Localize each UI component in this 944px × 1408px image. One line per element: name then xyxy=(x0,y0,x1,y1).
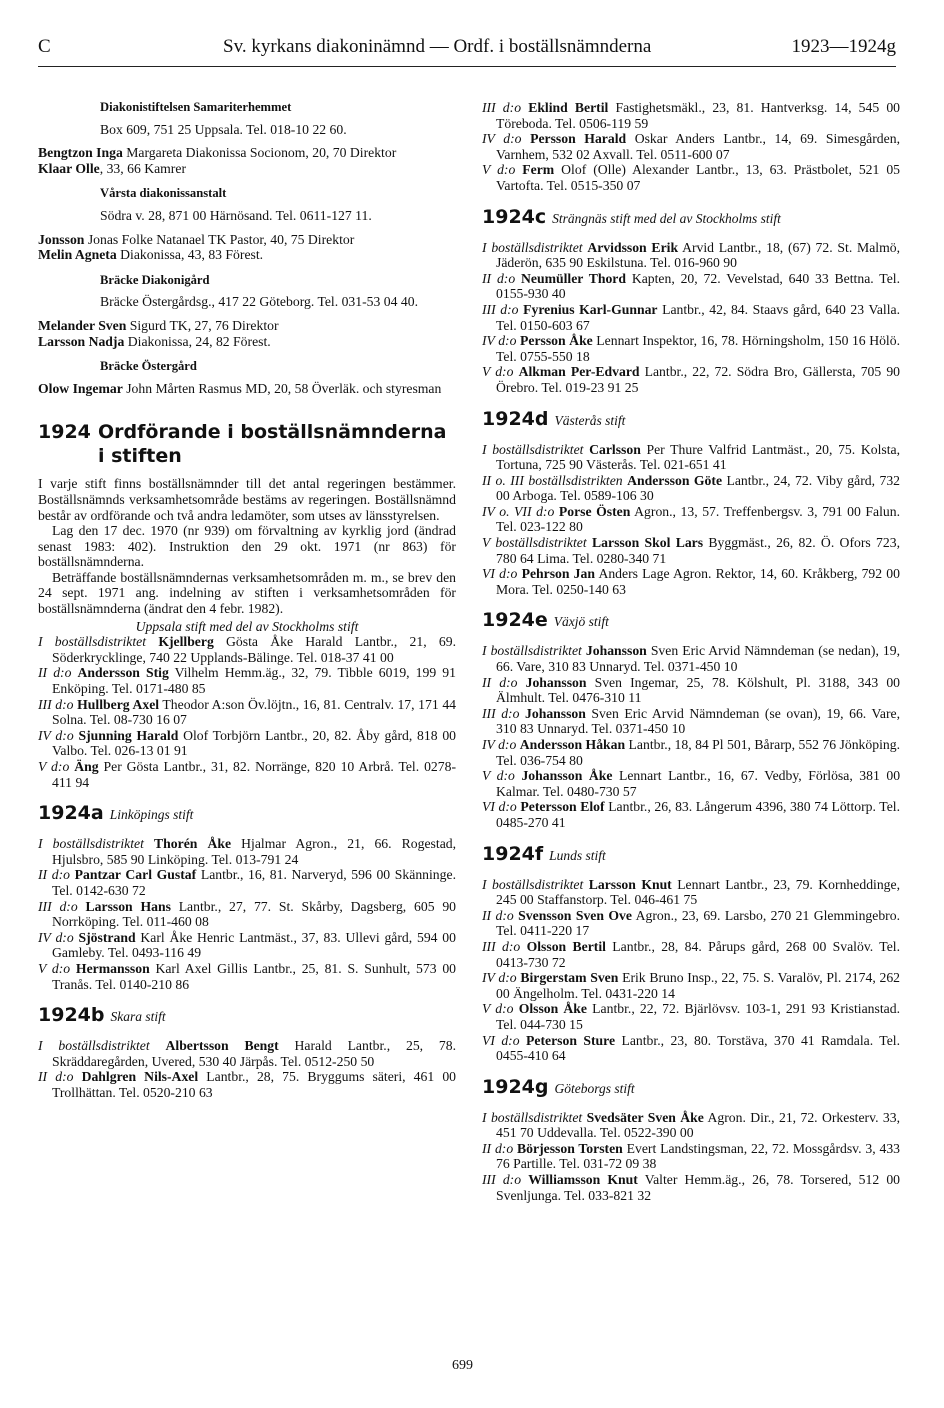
entry-details: Agron., 23, 69. Larsbo, 270 21 Glemmingebro. Tel. 0411-220 17 xyxy=(496,907,900,939)
diakoni-list xyxy=(38,100,456,396)
district-label: III d:o xyxy=(38,696,74,712)
stift-name: Göteborgs stift xyxy=(554,1080,635,1096)
entry-details: Lantbr., 22, 72. Södra Bro, Gällersta, 705 90 Örebro. Tel. 019-23 91 25 xyxy=(496,364,901,395)
running-header xyxy=(38,34,896,67)
directory-entry xyxy=(38,665,456,696)
institution-address: Södra v. 28, 871 00 Härnösand. Tel. 0611-127 11. xyxy=(100,207,372,223)
person-name: Jonsson xyxy=(38,231,85,247)
stift-name: Linköpings stift xyxy=(109,807,194,823)
section-code: 1924b xyxy=(38,1004,105,1027)
person-name: Dahlgren Nils-Axel xyxy=(81,1069,199,1085)
person-name: Larsson Skol Lars xyxy=(592,535,704,551)
person-name: Olsson Bertil xyxy=(526,938,606,954)
directory-entry xyxy=(482,706,900,737)
institution-address: Bräcke Östergårdsg., 417 22 Göteborg. Tel. 031-53 04 40. xyxy=(100,294,418,310)
person-name: Klaar Olle xyxy=(38,160,100,176)
directory-entry xyxy=(38,930,456,961)
district-label: IV d:o xyxy=(482,333,517,349)
district-label: V d:o xyxy=(38,759,70,774)
directory-entry xyxy=(38,759,456,790)
entry-details: Karl Axel Gillis Lantbr., 25, 81. S. Sunhult, 573 00 Tranås. Tel. 0140-210 86 xyxy=(52,960,457,992)
district-label: I boställsdistriktet xyxy=(482,876,584,892)
directory-entry xyxy=(482,504,900,535)
district-label: IV d:o xyxy=(482,737,517,752)
person-name: Johansson xyxy=(585,643,647,659)
entry-details: Erik Bruno Insp., 22, 75. S. Varalöv, Pl. 2174, 262 00 Ängelholm. Tel. 0431-220 14 xyxy=(496,970,901,1001)
entry-details: Lennart Lantbr., 23, 79. Kornheddinge, 245 00 Staffanstorp. Tel. 046-461 75 xyxy=(496,876,901,908)
entry-details: Kapten, 20, 72. Vevelstad, 640 33 Bettna. Tel. 0155-930 40 xyxy=(496,270,900,302)
entry-details: John Mårten Rasmus MD, 20, 58 Överläk. och styresman xyxy=(122,380,442,396)
entry-details: Lennart Lantbr., 16, 67. Vedby, Förlösa, 381 00 Kalmar. Tel. 0480-730 57 xyxy=(496,768,901,799)
person-name: Hullberg Axel xyxy=(77,696,160,712)
district-label: II d:o xyxy=(482,907,514,923)
entry-details: Diakonissa, 43, 83 Förest. xyxy=(116,247,264,263)
directory-entry xyxy=(482,240,900,271)
person-name: Sjunning Harald xyxy=(78,727,179,743)
entry-details: Sven Ingemar, 25, 78. Kölshult, Pl. 3188, 343 00 Älmhult. Tel. 0476-310 11 xyxy=(496,674,901,706)
entry-details: Diakonissa, 24, 82 Förest. xyxy=(124,333,271,349)
person-name: Larsson Hans xyxy=(85,898,171,914)
directory-entry xyxy=(482,1141,900,1172)
person-name: Olow Ingemar xyxy=(38,380,123,396)
page-number: 699 xyxy=(452,1358,473,1373)
uppsala-subheading: Uppsala stift med del av Stockholms stift xyxy=(135,618,359,634)
section-number: 1924 xyxy=(38,421,91,444)
entry-details: , 33, 66 Kamrer xyxy=(99,160,187,176)
directory-entry xyxy=(38,697,456,728)
person-name: Alkman Per-Edvard xyxy=(518,364,640,380)
entry-details: Oskar Anders Lantbr., 14, 69. Simesgården, Varnhem, 532 02 Axvall. Tel. 0511-600 07 xyxy=(496,131,900,162)
directory-entry xyxy=(38,634,456,665)
district-label: V d:o xyxy=(482,364,514,380)
person-name: Melander Sven xyxy=(38,317,127,333)
intro-paragraph: Lag den 17 dec. 1970 (nr 939) om förvaltning av kyrklig jord (ändrad senast 1983: 402). Instruktion den 29 okt. 1971 (nr 863) för boställsnämnderna. xyxy=(38,523,456,570)
directory-entry xyxy=(482,768,900,799)
district-label: II d:o xyxy=(38,665,72,681)
person-name: Johansson xyxy=(525,674,587,690)
header-section-letter: C xyxy=(38,36,51,57)
section-heading xyxy=(482,206,900,230)
institution-name: Vårsta diakonissanstalt xyxy=(100,186,227,201)
district-label: VI d:o xyxy=(482,566,518,582)
district-label: V boställsdistriktet xyxy=(482,535,587,551)
entry-details: Harald Lantbr., 25, 78. Skräddaregården, Uvered, 530 40 Järpås. Tel. 0512-250 50 xyxy=(52,1038,457,1069)
section-1924a xyxy=(38,802,456,992)
district-label: V d:o xyxy=(482,162,516,178)
directory-entry xyxy=(482,877,900,908)
district-label: II d:o xyxy=(482,674,518,690)
person-name: Larsson Nadja xyxy=(38,333,125,349)
entry-details: Fastighetsmäkl., 23, 81. Hantverksg. 14, 545 00 Töreboda. Tel. 0506-119 59 xyxy=(496,100,901,131)
directory-entry xyxy=(482,566,900,597)
directory-entry xyxy=(482,333,900,364)
person-name: Persson Åke xyxy=(520,333,593,349)
directory-entry xyxy=(482,535,900,566)
entry-details: Vilhelm Hemm.äg., 32, 79. Tibble 6019, 199 91 Enköping. Tel. 0171-480 85 xyxy=(52,665,456,697)
directory-entry xyxy=(38,161,456,177)
stift-name: Växjö stift xyxy=(553,614,609,630)
stift-name: Västerås stift xyxy=(554,412,626,428)
entry-details: Agron. Dir., 21, 72. Orkesterv. 33, 451 70 Uddevalla. Tel. 0522-390 00 xyxy=(496,1109,900,1141)
spacer xyxy=(38,349,456,359)
entry-details: Olof (Olle) Alexander Lantbr., 13, 63. Prästbolet, 521 05 Vartofta. Tel. 0515-350 07 xyxy=(496,162,901,193)
person-name: Börjesson Torsten xyxy=(517,1140,623,1156)
person-name: Pantzar Carl Gustaf xyxy=(74,867,197,883)
section-heading xyxy=(482,843,900,867)
entry-details: Lantbr., 24, 72. Viby gård, 732 00 Arboga. Tel. 0589-106 30 xyxy=(496,472,901,504)
stift-name: Lunds stift xyxy=(549,847,606,863)
entry-details: Lantbr., 23, 80. Torstäva, 370 41 Ramdala. Tel. 0455-410 64 xyxy=(496,1032,901,1064)
entry-details: Lantbr., 42, 84. Staavs gård, 640 23 Valla. Tel. 0150-603 67 xyxy=(496,301,901,333)
right-column xyxy=(482,100,900,1203)
person-name: Petersson Elof xyxy=(520,799,605,815)
person-name: Carlsson xyxy=(589,441,641,457)
person-name: Porse Östen xyxy=(558,503,631,519)
directory-entry xyxy=(482,1110,900,1141)
entry-details: Evert Landstingsman, 22, 72. Mossgårdsv. 3, 433 76 Partille. Tel. 031-72 09 38 xyxy=(496,1140,901,1172)
directory-entry xyxy=(482,970,900,1001)
entry-details: Lantbr., 26, 83. Långerum 4396, 380 74 Löttorp. Tel. 0485-270 41 xyxy=(496,799,901,830)
district-label: IV d:o xyxy=(38,727,74,743)
person-name: Persson Harald xyxy=(530,131,627,147)
district-label: II d:o xyxy=(38,1069,74,1085)
stift-name: Strängnäs stift med del av Stockholms stift xyxy=(552,210,781,226)
section-heading xyxy=(482,1076,900,1100)
person-name: Ferm xyxy=(522,162,555,178)
section-1924e xyxy=(482,609,900,830)
district-label: I boställsdistriktet xyxy=(38,634,147,650)
person-name: Svedsäter Sven Åke xyxy=(586,1109,704,1125)
person-name: Johansson xyxy=(525,705,586,721)
directory-entry xyxy=(38,232,456,248)
directory-entry xyxy=(38,867,456,898)
entry-details: Lantbr., 27, 77. St. Skårby, Dagsberg, 605 90 Norrköping. Tel. 011-460 08 xyxy=(52,898,457,930)
entry-details: Margareta Diakonissa Socionom, 20, 70 Direktor xyxy=(122,145,397,161)
entry-details: Byggmäst., 26, 82. Ö. Ofors 723, 780 64 Lima. Tel. 0280-340 71 xyxy=(496,535,901,566)
person-name: Andersson Göte xyxy=(627,472,723,488)
person-name: Olsson Åke xyxy=(518,1001,587,1017)
directory-entry xyxy=(482,799,900,830)
section-1924b xyxy=(38,1004,456,1100)
directory-entry xyxy=(38,1069,456,1100)
district-label: VI d:o xyxy=(482,1032,520,1048)
district-label: I boställsdistriktet xyxy=(482,643,582,659)
entry-details: Lantbr., 28, 75. Bryggums säteri, 461 00 Trollhättan. Tel. 0520-210 63 xyxy=(52,1069,457,1100)
section-1924d xyxy=(482,408,900,598)
person-name: Albertsson Bengt xyxy=(165,1038,279,1054)
entry-details: Per Gösta Lantbr., 31, 82. Norränge, 820 10 Arbrå. Tel. 0278-411 94 xyxy=(52,759,457,790)
left-column xyxy=(38,100,456,1101)
person-name: Svensson Sven Ove xyxy=(518,907,632,923)
entry-details: Olof Torbjörn Lantbr., 20, 82. Åby gård, 818 00 Valbo. Tel. 026-13 01 91 xyxy=(52,727,457,759)
district-label: IV o. VII d:o xyxy=(482,503,555,519)
district-label: III d:o xyxy=(482,301,519,317)
directory-entry xyxy=(482,1033,900,1064)
district-label: II o. III boställsdistrikten xyxy=(482,472,623,488)
institution-name: Bräcke Diakonigård xyxy=(100,272,210,287)
person-name: Fyrenius Karl-Gunnar xyxy=(523,301,658,317)
district-label: III d:o xyxy=(482,1172,522,1188)
person-name: Peterson Sture xyxy=(526,1032,616,1048)
district-label: III d:o xyxy=(482,938,521,954)
section-heading xyxy=(482,408,900,432)
person-name: Thorén Åke xyxy=(154,836,232,852)
person-name: Melin Agneta xyxy=(38,247,117,263)
entry-details: Gösta Åke Harald Lantbr., 21, 69. Söderkrycklinge, 740 22 Upplands-Bälinge. Tel. 018-37 41 00 xyxy=(52,634,457,665)
section-code: 1924d xyxy=(482,407,549,430)
section-1924c xyxy=(482,206,900,396)
person-name: Williamsson Knut xyxy=(528,1172,638,1188)
entry-details: Valter Hemm.äg., 26, 78. Torsered, 512 00 Svenljunga. Tel. 033-821 32 xyxy=(496,1172,901,1203)
person-name: Birgerstam Sven xyxy=(520,970,619,986)
district-label: V d:o xyxy=(482,768,515,784)
district-label: II d:o xyxy=(482,270,516,286)
entry-details: Arvid Lantbr., 18, (67) 72. St. Malmö, Jäderön, 635 90 Eskilstuna. Tel. 016-960 90 xyxy=(496,239,900,271)
district-label: V d:o xyxy=(38,960,71,976)
person-name: Bengtzon Inga xyxy=(38,145,123,161)
district-label: VI d:o xyxy=(482,799,517,815)
directory-entry xyxy=(482,908,900,939)
section-1924-entries xyxy=(38,634,456,790)
header-title: Sv. kyrkans diakoninämnd — Ordf. i boställsnämnderna xyxy=(223,36,652,57)
section-heading xyxy=(38,802,456,826)
district-label: I boställsdistriktet xyxy=(482,441,584,457)
institution-name: Bräcke Östergård xyxy=(100,359,197,374)
person-name: Hermansson xyxy=(75,960,150,976)
directory-entry xyxy=(482,1001,900,1032)
district-label: II d:o xyxy=(38,867,70,883)
section-heading xyxy=(38,1004,456,1028)
section-code: 1924c xyxy=(482,205,547,228)
section-code: 1924a xyxy=(38,802,104,825)
district-label: III d:o xyxy=(38,898,78,914)
entry-details: Lantbr., 18, 84 Pl 501, Bårarp, 552 76 Jönköping. Tel. 036-754 80 xyxy=(496,737,900,768)
district-label: III d:o xyxy=(482,100,522,115)
entry-details: Jonas Folke Natanael TK Pastor, 40, 75 Direktor xyxy=(84,231,355,247)
spacer xyxy=(38,176,456,186)
section-code: 1924g xyxy=(482,1075,549,1098)
directory-entry xyxy=(482,271,900,302)
institution-name: Diakonistiftelsen Samariterhemmet xyxy=(100,100,292,114)
person-name: Kjellberg xyxy=(158,634,214,650)
entry-details: Karl Åke Henric Lantmäst., 37, 83. Ullevi gård, 594 00 Gamleby. Tel. 0493-116 49 xyxy=(52,929,456,961)
district-label: I boställsdistriktet xyxy=(482,1109,583,1125)
directory-entry xyxy=(482,939,900,970)
section-code: 1924f xyxy=(482,842,544,865)
directory-entry xyxy=(482,131,900,162)
directory-entry xyxy=(38,728,456,759)
district-label: I boställsdistriktet xyxy=(38,1038,150,1054)
entry-details: Per Thure Valfrid Lantmäst., 20, 75. Kolsta, Tortuna, 725 90 Västerås. Tel. 021-651 41 xyxy=(496,441,901,473)
directory-entry xyxy=(38,1038,456,1069)
section-title: Ordförande i boställsnämnderna i stiften xyxy=(98,421,447,468)
directory-entry xyxy=(38,318,456,334)
intro-paragraph: I varje stift finns boställsnämnder till det antal regeringen bestämmer. Boställsnämnds verksamhetsområde bestäms av regeringen. Boställsnämnd består av ordförande och två andra ledamöter, som utses av länsstyrelsen. xyxy=(38,476,456,523)
section-1924b-continued xyxy=(482,100,900,194)
intro-paragraph: Beträffande boställsnämndernas verksamhetsområden m. m., se brev den 24 sept. 1971 ang. indelning av stiften i verksamhetsområden för boställsnämnderna (ändrat den 4 febr. 1982). xyxy=(38,569,456,617)
section-heading xyxy=(482,609,900,633)
directory-entry xyxy=(482,1172,900,1203)
district-label: III d:o xyxy=(482,705,520,721)
person-name: Neumüller Thord xyxy=(521,270,626,286)
district-label: I boställsdistriktet xyxy=(482,239,583,255)
entry-details: Lantbr., 16, 81. Narveryd, 596 00 Skänninge. Tel. 0142-630 72 xyxy=(52,867,456,898)
entry-details: Sven Eric Arvid Nämndeman (se ovan), 19, 66. Vare, 310 83 Unnaryd. Tel. 0371-450 10 xyxy=(496,705,901,737)
person-name: Pehrson Jan xyxy=(521,566,595,582)
district-label: V d:o xyxy=(482,1001,514,1017)
section-1924-intro xyxy=(38,476,456,616)
section-1924g xyxy=(482,1076,900,1204)
entry-details: Sigurd TK, 27, 76 Direktor xyxy=(126,317,279,333)
directory-entry xyxy=(38,334,456,350)
district-label: IV d:o xyxy=(38,929,74,945)
institution-address: Box 609, 751 25 Uppsala. Tel. 018-10 22 60. xyxy=(100,121,347,137)
directory-entry xyxy=(482,675,900,706)
section-1924-heading xyxy=(38,420,456,468)
entry-details: Lantbr., 28, 84. Pårups gård, 268 00 Svalöv. Tel. 0413-730 72 xyxy=(496,938,900,970)
person-name: Johansson Åke xyxy=(521,768,613,784)
directory-entry xyxy=(38,145,456,161)
entry-details: Agron., 13, 57. Treffenbergsv. 3, 791 00 Falun. Tel. 023-122 80 xyxy=(496,503,900,535)
directory-entry xyxy=(482,302,900,333)
person-name: Eklind Bertil xyxy=(528,100,609,115)
directory-entry xyxy=(482,442,900,473)
directory-entry xyxy=(482,162,900,193)
entry-details: Hjalmar Agron., 21, 66. Rogestad, Hjulsbro, 585 90 Linköping. Tel. 013-791 24 xyxy=(52,836,457,867)
person-name: Larsson Knut xyxy=(588,876,672,892)
person-name: Sjöstrand xyxy=(78,929,136,945)
entry-details: Theodor A:son Öv.löjtn., 16, 81. Centralv. 17, 171 44 Solna. Tel. 08-730 16 07 xyxy=(52,696,457,728)
header-year-range: 1923—1924g xyxy=(791,36,896,57)
entry-details: Lennart Inspektor, 16, 78. Hörningsholm, 150 16 Hölö. Tel. 0755-550 18 xyxy=(496,333,900,364)
directory-entry xyxy=(482,737,900,768)
person-name: Äng xyxy=(74,759,99,774)
directory-entry xyxy=(38,247,456,263)
stift-name: Skara stift xyxy=(110,1009,166,1025)
district-label: IV d:o xyxy=(482,131,522,147)
directory-entry xyxy=(482,364,900,395)
directory-entry xyxy=(482,643,900,674)
directory-entry xyxy=(38,381,456,397)
section-code: 1924e xyxy=(482,609,548,632)
district-label: I boställsdistriktet xyxy=(38,836,144,852)
person-name: Andersson Håkan xyxy=(519,737,626,752)
directory-entry xyxy=(482,473,900,504)
section-1924f xyxy=(482,843,900,1064)
entry-details: Anders Lage Agron. Rektor, 14, 60. Kråkberg, 792 00 Mora. Tel. 0250-140 63 xyxy=(496,566,900,597)
directory-entry xyxy=(38,836,456,867)
directory-entry xyxy=(38,899,456,930)
directory-entry xyxy=(38,961,456,992)
person-name: Andersson Stig xyxy=(77,665,169,681)
district-label: II d:o xyxy=(482,1140,514,1156)
district-label: IV d:o xyxy=(482,970,517,986)
person-name: Arvidsson Erik xyxy=(587,239,679,255)
spacer xyxy=(38,263,456,273)
directory-entry xyxy=(482,100,900,131)
entry-details: Lantbr., 22, 72. Bjärlövsv. 103-1, 291 93 Kristianstad. Tel. 044-730 15 xyxy=(496,1001,900,1032)
entry-details: Sven Eric Arvid Nämndeman (se nedan), 19, 66. Vare, 310 83 Unnaryd. Tel. 0371-450 10 xyxy=(496,643,901,675)
